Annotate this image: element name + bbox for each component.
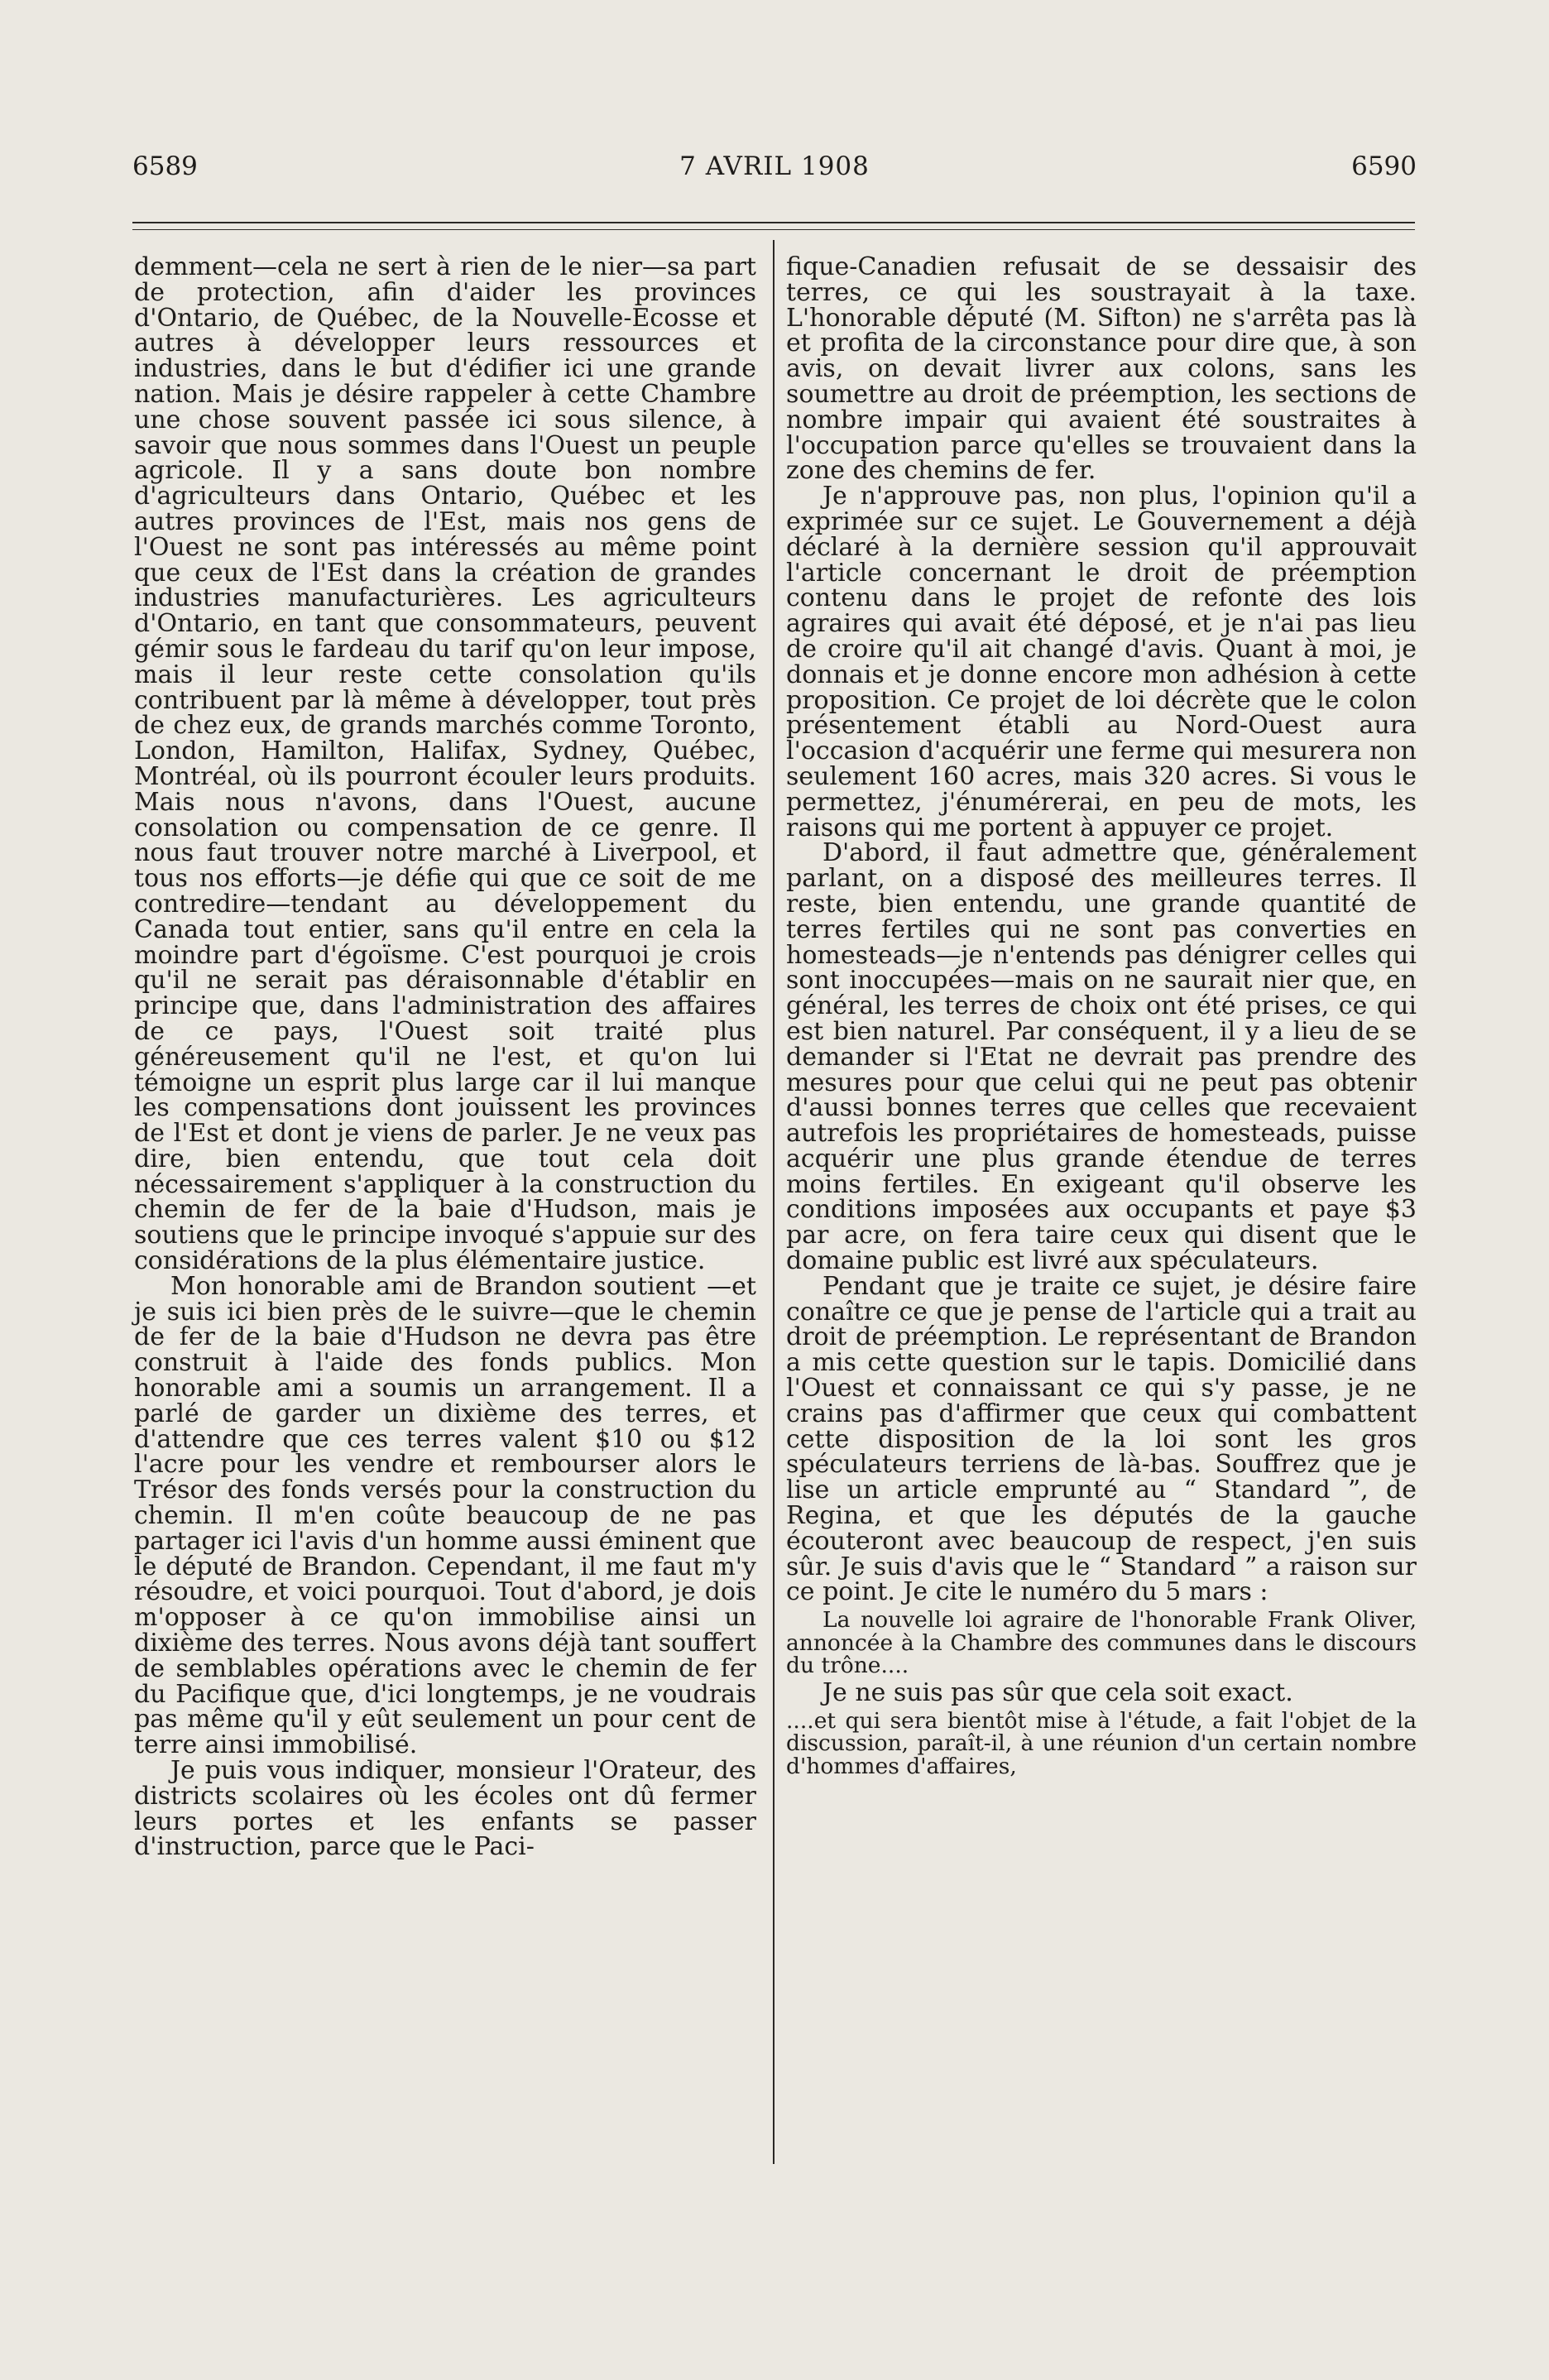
page-header	[132, 151, 1417, 193]
header-rule-top	[132, 222, 1415, 223]
right-column	[786, 252, 1417, 1781]
column-divider	[773, 240, 774, 2164]
paragraph: Je ne suis pas sûr que cela soit exact.	[822, 1677, 1293, 1707]
paragraph: Je n'approuve pas, non plus, l'opinion qu'il a exprimée sur ce sujet. Le Gouvernement a déjà déclaré à la dernière session qu'il approuvait l'article concernant le droit de préemption contenu dans le projet de refonte des lois agraires qui avait été déposé, et je n'ai pas lieu de croire qu'il ait changé d'avis. Quant à moi, je donnais et je donne encore mon adhésion à cette proposition. Ce projet de loi décrète que le colon présentement établi au Nord-Ouest aura l'occasion d'acquérir une ferme qui mesurera non seulement 160 acres, mais 320 acres. Si vous le permettez, j'énumérerai, en peu de mots, les raisons qui me portent à appuyer ce projet.	[786, 482, 1417, 842]
quoted-paragraph: ....et qui sera bientôt mise à l'étude, a fait l'objet de la discussion, paraît-il, à une réunion d'un certain nombre d'hommes d'affaires,	[786, 1707, 1417, 1779]
quoted-paragraph: La nouvelle loi agraire de l'honorable Frank Oliver, annoncée à la Chambre des communes dans le discours du trône....	[786, 1607, 1417, 1679]
paragraph: D'abord, il faut admettre que, généralement parlant, on a disposé des meilleures terres. Il reste, bien entendu, une grande quantité de terres fertiles qui ne sont pas converties en homesteads—je n'entends pas dénigrer celles qui sont inoccupées—mais on ne saurait nier que, en général, les terres de choix ont été prises, ce qui est bien naturel. Par conséquent, il y a lieu de se demander si l'Etat ne devrait pas prendre des mesures pour que celui qui ne peut pas obtenir d'aussi bonnes terres que celles que recevaient autrefois les propriétaires de homesteads, puisse acquérir une plus grande étendue de terres moins fertiles. En exigeant qu'il observe les conditions imposées aux occupants et paye $3 par acre, on fera taire ceux qui disent que le domaine public est livré aux spéculateurs.	[786, 838, 1417, 1276]
page-number-right: 6590	[1351, 151, 1417, 181]
paragraph: Mon honorable ami de Brandon soutient —et je suis ici bien près de le suivre—que le chemin de fer de la baie d'Hudson ne devra pas être construit à l'aide des fonds publics. Mon honorable ami a soumis un arrangement. Il a parlé de garder un dixième des terres, et d'attendre que ces terres valent $10 ou $12 l'acre pour les vendre et rembourser alors le Trésor des fonds versés pour la construction du chemin. Il m'en coûte beaucoup de ne pas partager ici l'avis d'un homme aussi éminent que le député de Brandon. Cependant, il me faut m'y résoudre, et voici pourquoi. Tout d'abord, je dois m'opposer à ce qu'on immobilise ainsi un dixième des terres. Nous avons déjà tant souffert de semblables opérations avec le chemin de fer du Pacifique que, d'ici longtemps, je ne voudrais pas même qu'il y eût seulement un pour cent de terre ainsi immobilisé.	[134, 1271, 756, 1760]
paragraph: fique-Canadien refusait de se dessaisir des terres, ce qui les soustrayait à la taxe. L'honorable député (M. Sifton) ne s'arrêta pas là et profita de la circonstance pour dire que, à son avis, on devait livrer aux colons, sans les soumettre au droit de préemption, les sections de nombre impair qui avaient été soustraites à l'occupation parce qu'elles se trouvaient dans la zone des chemins de fer.	[786, 252, 1417, 486]
paragraph: Je puis vous indiquer, monsieur l'Orateur, des districts scolaires où les écoles ont dû fermer leurs portes et les enfants se passer d'instruction, parce que le Paci-	[134, 1756, 756, 1862]
page-number-left: 6589	[132, 151, 198, 181]
left-column	[134, 252, 756, 1862]
header-date: 7 AVRIL 1908	[679, 151, 870, 181]
paragraph: Pendant que je traite ce sujet, je désire faire conaître ce que je pense de l'article qui a trait au droit de préemption. Le représentant de Brandon a mis cette question sur le tapis. Domicilié dans l'Ouest et connaissant ce qui s'y passe, je ne crains pas d'affirmer que ceux qui combattent cette disposition de la loi sont les gros spéculateurs terriens de là-bas. Souffrez que je lise un article emprunté au “ Standard ”, de Regina, et que les députés de la gauche écouteront avec beaucoup de respect, j'en suis sûr. Je suis d'avis que le “ Standard ” a raison sur ce point. Je cite le numéro du 5 mars :	[786, 1271, 1417, 1607]
paragraph: demment—cela ne sert à rien de le nier—sa part de protection, afin d'aider les provinces d'Ontario, de Québec, de la Nouvelle-Ecosse et autres à développer leurs ressources et industries, dans le but d'édifier ici une grande nation. Mais je désire rappeler à cette Chambre une chose souvent passée ici sous silence, à savoir que nous sommes dans l'Ouest un peuple agricole. Il y a sans doute bon nombre d'agriculteurs dans Ontario, Québec et les autres provinces de l'Est, mais nos gens de l'Ouest ne sont pas intéressés au même point que ceux de l'Est dans la création de grandes industries manufacturières. Les agriculteurs d'Ontario, en tant que consommateurs, peuvent gémir sous le fardeau du tarif qu'on leur impose, mais il leur reste cette consolation qu'ils contribuent par là même à développer, tout près de chez eux, de grands marchés comme Toronto, London, Hamilton, Halifax, Sydney, Québec, Montréal, où ils pourront écouler leurs produits. Mais nous n'avons, dans l'Ouest, aucune consolation ou compensation de ce genre. Il nous faut trouver notre marché à Liverpool, et tous nos efforts—je défie qui que ce soit de me contredire—tendant au développement du Canada tout entier, sans qu'il entre en cela la moindre part d'égoïsme. C'est pourquoi je crois qu'il ne serait pas déraisonnable d'établir en principe que, dans l'administration des affaires de ce pays, l'Ouest soit traité plus généreusement qu'il ne l'est, et qu'on lui témoigne un esprit plus large car il lui manque les compensations dont jouissent les provinces de l'Est et dont je viens de parler. Je ne veux pas dire, bien entendu, que tout cela doit nécessairement s'appliquer à la construction du chemin de fer de la baie d'Hudson, mais je soutiens que le principe invoqué s'appuie sur des considérations de la plus élémentaire justice.	[134, 252, 756, 1276]
header-rule-bottom	[132, 229, 1415, 230]
